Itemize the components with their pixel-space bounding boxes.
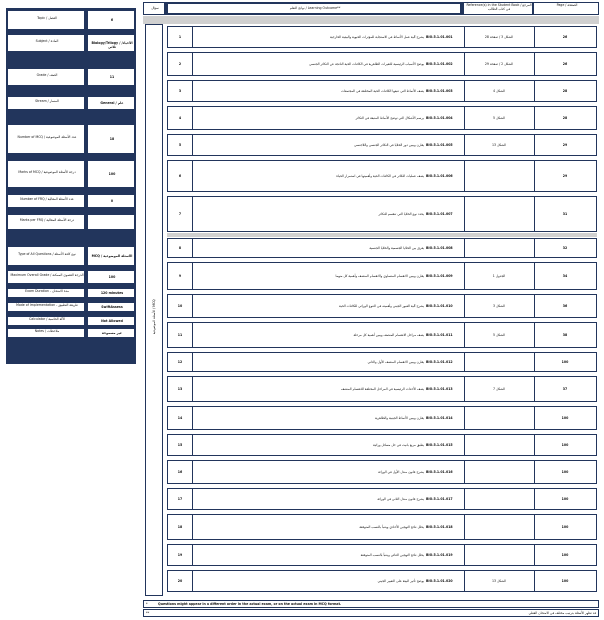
info-label: Number of MCQ / عدد الأسئلة الموضوعية [17, 135, 77, 139]
page-number: 31 [562, 211, 568, 216]
info-label: Notes / ملاحظات [34, 329, 60, 333]
page-number: 32 [562, 245, 568, 250]
info-value-cell [87, 288, 135, 298]
footnote-2-box [143, 609, 599, 617]
table-row [167, 570, 597, 592]
info-value: MCQ / الأسئلة الموضوعية [91, 254, 133, 258]
info-value-cell [87, 10, 135, 30]
info-label-cell [7, 10, 85, 30]
info-value: Biology/Trilogy / الأحياء/ ثلاثي [91, 41, 133, 49]
question-number: 8 [178, 245, 182, 250]
question-number: 9 [178, 273, 182, 278]
table-row [167, 238, 597, 258]
reference-text: الشكل 7 [493, 386, 505, 391]
info-label: Maximum Overall Grade / الدرجة القصوى الممكنة [10, 273, 84, 277]
learning-outcome-text: يحلل نتائج التهجين الأحادي ويتنبأ بالنسب المتوقعة [359, 524, 424, 529]
reference-text: الشكل 5 [493, 115, 505, 120]
info-value-cell [87, 246, 135, 266]
info-value-cell [87, 316, 135, 326]
footnote-2-marker: ** [146, 611, 150, 615]
page-number: 28 [562, 115, 568, 120]
info-label-cell [7, 328, 85, 338]
info-label-cell [7, 68, 85, 86]
cell-divider [464, 489, 465, 509]
page-number: 100 [561, 524, 569, 529]
info-value: SwiftAssess [101, 305, 123, 309]
info-value: 0 [110, 199, 114, 203]
learning-outcomes-table [143, 2, 599, 620]
page-number: 37 [562, 386, 568, 391]
info-label-cell [7, 288, 85, 298]
page-number: 100 [561, 469, 569, 474]
question-number: 3 [178, 88, 182, 93]
info-value: General / عام [100, 101, 124, 105]
info-label: Calculator / الآلة الحاسبة [29, 317, 65, 321]
cell-divider [464, 53, 465, 75]
page-number: 34 [562, 273, 568, 278]
cell-divider [192, 27, 193, 47]
header-reference [463, 2, 533, 15]
page-number: 26 [562, 34, 568, 39]
info-value: 6 [110, 18, 114, 22]
reference-text: الشكل 3 / صفحة 28 [484, 34, 514, 39]
cell-divider [464, 81, 465, 101]
cell-divider [192, 407, 193, 429]
info-value-cell [87, 328, 135, 338]
cell-divider [464, 161, 465, 191]
info-value-cell [87, 302, 135, 312]
table-row [167, 460, 597, 484]
info-value-cell [87, 270, 135, 284]
info-label: Marks per FRQ / درجة الأسئلة المقالية [19, 218, 75, 222]
page-number: 100 [561, 415, 569, 420]
table-row [167, 294, 597, 318]
reference-text: الشكل 3 [493, 303, 505, 308]
info-label: Number of FRQ / عدد الأسئلة المقالية [20, 197, 74, 201]
outcome-code: BIO.5.1.01.012 [426, 359, 453, 364]
table-row [167, 262, 597, 290]
outcome-code: BIO.5.1.01.001 [426, 34, 453, 39]
cell-divider [464, 377, 465, 401]
info-label-cell [7, 34, 85, 52]
outcome-code: BIO.5.1.01.019 [426, 552, 453, 557]
page-number: 28 [562, 88, 568, 93]
cell-divider [192, 107, 193, 129]
reference-text: الشكل 5 [493, 332, 505, 337]
info-value-cell [87, 194, 135, 208]
info-value: 18 [109, 137, 115, 141]
info-label: Stream / المسار [35, 99, 59, 103]
cell-divider [464, 323, 465, 347]
question-number: 19 [177, 552, 183, 557]
side-label-box [145, 24, 163, 596]
table-row [167, 352, 597, 372]
learning-outcome-text: يوضح تأثير البيئة على التعبير الجيني [377, 578, 424, 583]
header-reference-label: Reference(s) in the Student Book / المرجع في كتاب الطالب [466, 3, 532, 11]
outcome-code: BIO.5.1.01.011 [426, 332, 453, 337]
cell-divider [192, 53, 193, 75]
cell-divider [192, 435, 193, 455]
learning-outcome-text: يحلل نتائج التهجين الثنائي ويتنبأ بالنسب المتوقعة [360, 552, 424, 557]
info-value: 100 [108, 275, 116, 279]
cell-divider [192, 161, 193, 191]
question-number: 2 [178, 61, 182, 66]
table-row [167, 134, 597, 156]
outcome-code: BIO.5.1.01.014 [426, 415, 453, 420]
info-label-cell [7, 96, 85, 110]
info-value: 120 minutes [100, 291, 124, 295]
cell-divider [464, 239, 465, 257]
learning-outcome-text: يطبق مربع بانيت في حل مسائل وراثية [373, 442, 424, 447]
info-value-cell [87, 214, 135, 230]
question-number: 15 [177, 442, 183, 447]
cell-divider [464, 435, 465, 455]
table-row [167, 196, 597, 232]
cell-divider [464, 461, 465, 483]
outcome-code: BIO.5.1.01.002 [426, 61, 453, 66]
question-number: 18 [177, 524, 183, 529]
cell-divider [464, 571, 465, 591]
cell-divider [192, 571, 193, 591]
table-row [167, 406, 597, 430]
table-row [167, 52, 597, 76]
table-row [167, 80, 597, 102]
question-number: 7 [178, 211, 182, 216]
question-number: 20 [177, 578, 183, 583]
info-value-cell [87, 96, 135, 110]
cell-divider [192, 461, 193, 483]
learning-outcome-text: يحدد نوع الخلايا التي تنقسم للتكاثر [378, 211, 424, 216]
info-label-cell [7, 160, 85, 188]
cell-divider [192, 545, 193, 565]
page-number: 29 [562, 173, 568, 178]
info-value-cell [87, 68, 135, 86]
group-separator [167, 233, 597, 237]
question-number: 6 [178, 173, 182, 178]
outcome-code: BIO.5.1.01.015 [426, 442, 453, 447]
learning-outcome-text: يقارن ويبين الانقسام المنصف الأول والثاني [367, 359, 424, 364]
page-number: 38 [562, 332, 568, 337]
page-number: 100 [561, 552, 569, 557]
outcome-code: BIO.5.1.01.010 [426, 303, 453, 308]
question-number: 14 [177, 415, 183, 420]
cell-divider [192, 239, 193, 257]
learning-outcome-text: يصف الأنماط التي تتبعها الكائنات الحية المختلفة في المجتمعات [340, 88, 424, 93]
info-value: غير مسموحة [101, 331, 123, 335]
footnote-2: قد تظهر الأسئلة بترتيب مختلف في الامتحان الفعلي [528, 611, 596, 615]
table-row [167, 376, 597, 402]
footnote-1: Questions might appear in a different order in the actual exam, or on the actual exam in MCQ format. [158, 602, 342, 606]
info-value: 100 [108, 172, 116, 176]
page-number: 29 [562, 142, 568, 147]
cell-divider [192, 263, 193, 289]
learning-outcome-text: يقارن ويبين الانقسام المتساوي والانقسام المنصف وأهمية كل منهما [335, 273, 424, 278]
outcome-code: BIO.5.1.01.020 [426, 578, 453, 583]
info-value-cell [87, 160, 135, 188]
learning-outcome-text: يرسم الأشكال التي توضح الأنماط المتبعة في التكاثر [355, 115, 424, 120]
cell-divider [192, 81, 193, 101]
cell-divider [192, 295, 193, 317]
learning-outcome-text: يفرق بين الخلايا الجسمية والخلايا الجنسية [369, 245, 424, 250]
info-label-cell [7, 270, 85, 284]
learning-outcome-text: يقارن ويبين دور الخلايا في التكاثر الجنسي واللاجنسي [354, 142, 424, 147]
cell-divider [464, 353, 465, 371]
reference-text: الشكل 4 [493, 88, 505, 93]
cell-divider [464, 135, 465, 155]
cell-divider [464, 197, 465, 231]
question-number: 12 [177, 359, 183, 364]
question-number: 17 [177, 496, 183, 501]
info-label-cell [7, 194, 85, 208]
cell-divider [192, 323, 193, 347]
reference-text: الشكل 2 / صفحة 29 [484, 61, 514, 66]
question-number: 4 [178, 115, 182, 120]
outcome-code: BIO.5.1.01.009 [426, 273, 453, 278]
table-row [167, 488, 597, 510]
info-label: Subject / المادة [35, 39, 59, 43]
learning-outcome-text: يصف مراحل الانقسام المنصف ويبين أهمية كل مرحلة [353, 332, 424, 337]
table-row [167, 322, 597, 348]
page-number: 100 [561, 578, 569, 583]
learning-outcome-text: يصف الأحداث الرئيسية في المراحل المختلفة للانقسام المنصف [340, 386, 424, 391]
info-label-cell [7, 124, 85, 154]
info-label: Grade / الصف [36, 73, 58, 77]
cell-divider [192, 353, 193, 371]
info-label: Mode of Implementation - طريقة التطبيق [16, 303, 78, 307]
table-row [167, 434, 597, 456]
info-label-cell [7, 214, 85, 230]
info-value: 11 [109, 75, 115, 79]
outcome-code: BIO.5.1.01.003 [426, 88, 453, 93]
info-label-cell [7, 316, 85, 326]
info-value: Not Allowed [101, 319, 123, 323]
cell-divider [192, 197, 193, 231]
outcome-code: BIO.5.1.01.013 [426, 386, 453, 391]
outcome-code: BIO.5.1.01.005 [426, 142, 453, 147]
cell-divider [464, 295, 465, 317]
outcome-code: BIO.5.1.01.016 [426, 469, 453, 474]
outcome-code: BIO.5.1.01.004 [426, 115, 453, 120]
cell-divider [192, 377, 193, 401]
header-question-label: سؤال [151, 6, 159, 10]
cell-divider [192, 135, 193, 155]
question-number: 10 [177, 303, 183, 308]
footnote-1-marker: * [146, 602, 148, 606]
learning-outcome-text: يشرح آلية عمل الأنماط في الاستجابة للمؤثرات الحيوية والبيئية الخارجية [329, 34, 424, 39]
side-label: الأسئلة الموضوعية / MCQ [152, 299, 157, 335]
header-question [143, 2, 165, 15]
header-page [533, 2, 599, 15]
cell-divider [464, 515, 465, 539]
page-number: 100 [561, 442, 569, 447]
outcome-code: BIO.5.1.01.006 [426, 173, 453, 178]
learning-outcome-text: يوضح الأسباب الرئيسية للتغيرات الظاهرية في الكائنات الحية الناتجة عن التكاثر الجنسي [309, 61, 424, 66]
cell-divider [192, 489, 193, 509]
outcome-code: BIO.5.1.01.008 [426, 245, 453, 250]
question-number: 1 [178, 34, 182, 39]
table-row [167, 544, 597, 566]
learning-outcome-text: يشرح قانون مندل الأول في الوراثة [378, 469, 424, 474]
footnote-1-box [143, 600, 599, 608]
page-number: 36 [562, 303, 568, 308]
header-learning-outcome [167, 3, 461, 14]
info-label: Marks of MCQ / درجة الأسئلة الموضوعية [18, 170, 76, 174]
cell-divider [464, 407, 465, 429]
cell-divider [464, 545, 465, 565]
page-number: 100 [561, 359, 569, 364]
learning-outcome-text: يصف عمليات التكاثر في الكائنات الحية وأهميتها في استمرار الحياة [336, 173, 424, 178]
outcome-code: BIO.5.1.01.017 [426, 496, 453, 501]
info-label-cell [7, 246, 85, 266]
reference-text: الجدول 1 [492, 273, 506, 278]
header-page-label: Page / الصفحة [556, 3, 578, 7]
table-row [167, 160, 597, 192]
question-number: 16 [177, 469, 183, 474]
learning-outcome-text: يشرح قانون مندل الثاني في الوراثة [377, 496, 424, 501]
info-label: Type of All Questions / نوع كافة الأسئلة [18, 252, 76, 256]
outcome-code: BIO.5.1.01.007 [426, 211, 453, 216]
learning-outcome-text: يشرح آلية العبور الجيني وأهميته في التنوع الوراثي للكائنات الحية [339, 303, 424, 308]
reference-text: الشكل 13 [492, 578, 506, 583]
cell-divider [192, 515, 193, 539]
info-label: Topic / الفصل [37, 16, 57, 20]
question-number: 13 [177, 386, 183, 391]
info-label-cell [7, 302, 85, 312]
page-number: 100 [561, 496, 569, 501]
cell-divider [464, 107, 465, 129]
info-value-cell [87, 34, 135, 52]
table-row [167, 514, 597, 540]
info-label: Exam Duration - مدة الامتحان [25, 289, 69, 293]
table-row [167, 106, 597, 130]
question-number: 11 [177, 332, 183, 337]
learning-outcome-text: يقارن ويبين الأنماط الجينية والظاهرية [374, 415, 424, 420]
question-number: 5 [178, 142, 182, 147]
header-divider [143, 16, 599, 24]
cell-divider [464, 27, 465, 47]
header-learning-outcome-label: نواتج التعلم / Learning Outcome** [289, 6, 341, 10]
table-row [167, 26, 597, 48]
info-value-cell [87, 124, 135, 154]
reference-text: الشكل 13 [492, 142, 506, 147]
outcome-code: BIO.5.1.01.018 [426, 524, 453, 529]
page-number: 26 [562, 61, 568, 66]
cell-divider [464, 263, 465, 289]
